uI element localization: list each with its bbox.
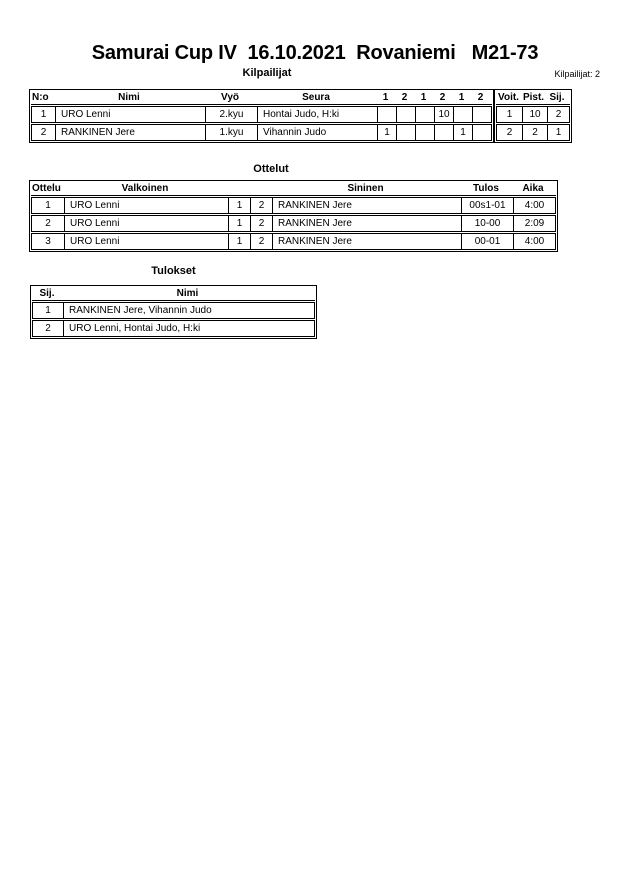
result-name: RANKINEN Jere, Vihannin Judo bbox=[63, 303, 314, 318]
result-place: 2 bbox=[45, 323, 51, 334]
col-header-name: Nimi bbox=[176, 288, 199, 299]
blue-number: 2 bbox=[250, 234, 272, 249]
competitors-table bbox=[29, 89, 572, 143]
competitors-main-table bbox=[29, 89, 494, 143]
col-header-round-4: 2 bbox=[439, 92, 446, 103]
col-header-round-3: 1 bbox=[420, 92, 427, 103]
match-row bbox=[31, 215, 556, 232]
competitors-heading: Kilpailijat bbox=[242, 67, 292, 79]
white-number: 1 bbox=[228, 216, 250, 231]
result-name: URO Lenni, Hontai Judo, H:ki bbox=[63, 321, 314, 336]
col-header-blue: Sininen bbox=[347, 183, 384, 194]
competitor-number: 1 bbox=[40, 109, 47, 120]
col-header-belt: Vyö bbox=[221, 92, 239, 103]
score-cell bbox=[415, 107, 434, 122]
col-header-time: Aika bbox=[522, 183, 544, 194]
blue-competitor: RANKINEN Jere bbox=[272, 216, 461, 231]
match-number: 2 bbox=[45, 218, 51, 229]
match-time: 2:09 bbox=[513, 216, 555, 231]
competitor-row bbox=[31, 124, 492, 141]
match-result: 10-00 bbox=[461, 216, 513, 231]
results-header-row bbox=[32, 287, 315, 301]
match-result: 00-01 bbox=[461, 234, 513, 249]
competitor-belt: 1.kyu bbox=[205, 125, 257, 140]
standings-row bbox=[496, 124, 570, 141]
col-header-spacer-1 bbox=[227, 182, 249, 195]
score-cell: 1 bbox=[453, 125, 472, 140]
matches-header-row bbox=[31, 182, 556, 196]
col-header-result: Tulos bbox=[473, 183, 499, 194]
results-table bbox=[30, 285, 317, 339]
col-header-name: Nimi bbox=[118, 92, 140, 103]
result-row bbox=[32, 320, 315, 337]
match-number: 3 bbox=[45, 236, 51, 247]
score-cell bbox=[434, 125, 453, 140]
col-header-round-5: 1 bbox=[458, 92, 465, 103]
col-header-place: Sij. bbox=[39, 288, 55, 299]
place-cell: 1 bbox=[547, 125, 569, 140]
score-cell bbox=[415, 125, 434, 140]
competitor-club: Vihannin Judo bbox=[257, 125, 377, 140]
score-cell: 10 bbox=[434, 107, 453, 122]
match-row bbox=[31, 233, 556, 250]
competitor-belt: 2.kyu bbox=[205, 107, 257, 122]
col-header-match: Ottelu bbox=[32, 183, 61, 194]
competitor-name: URO Lenni bbox=[55, 107, 205, 122]
score-cell bbox=[396, 125, 415, 140]
col-header-points: Pist. bbox=[522, 92, 545, 103]
matches-table bbox=[29, 180, 558, 252]
white-competitor: URO Lenni bbox=[64, 198, 228, 213]
matches-heading: Ottelut bbox=[253, 163, 289, 175]
competitors-header-row bbox=[31, 91, 492, 105]
blue-number: 2 bbox=[250, 216, 272, 231]
match-result: 00s1-01 bbox=[461, 198, 513, 213]
col-header-round-2: 2 bbox=[401, 92, 408, 103]
match-row bbox=[31, 197, 556, 214]
white-competitor: URO Lenni bbox=[64, 216, 228, 231]
page-title: Samurai Cup IV 16.10.2021 Rovaniemi M21-73 bbox=[91, 42, 539, 64]
place-cell: 2 bbox=[547, 107, 569, 122]
white-number: 1 bbox=[228, 198, 250, 213]
col-header-round-1: 1 bbox=[382, 92, 389, 103]
standings-row bbox=[496, 106, 570, 123]
competitor-name: RANKINEN Jere bbox=[55, 125, 205, 140]
points-cell: 2 bbox=[522, 125, 547, 140]
col-header-no: N:o bbox=[32, 92, 49, 103]
white-number: 1 bbox=[228, 234, 250, 249]
col-header-white: Valkoinen bbox=[121, 183, 169, 194]
blue-number: 2 bbox=[250, 198, 272, 213]
wins-cell: 1 bbox=[506, 109, 513, 120]
score-cell bbox=[472, 125, 491, 140]
score-cell bbox=[396, 107, 415, 122]
col-header-spacer-2 bbox=[249, 182, 271, 195]
result-row bbox=[32, 302, 315, 319]
blue-competitor: RANKINEN Jere bbox=[272, 234, 461, 249]
competitor-row bbox=[31, 106, 492, 123]
result-place: 1 bbox=[45, 305, 51, 316]
points-cell: 10 bbox=[522, 107, 547, 122]
standings-header-row bbox=[496, 91, 570, 105]
competitors-count-label: Kilpailijat: 2 bbox=[554, 69, 600, 79]
competitor-number: 2 bbox=[40, 127, 47, 138]
score-cell: 1 bbox=[377, 125, 396, 140]
col-header-place: Sij. bbox=[549, 92, 565, 103]
col-header-wins: Voit. bbox=[498, 92, 519, 103]
white-competitor: URO Lenni bbox=[64, 234, 228, 249]
col-header-club: Seura bbox=[302, 92, 330, 103]
competitor-club: Hontai Judo, H:ki bbox=[257, 107, 377, 122]
results-heading: Tulokset bbox=[151, 265, 196, 277]
score-cell bbox=[472, 107, 491, 122]
col-header-round-6: 2 bbox=[477, 92, 484, 103]
score-cell bbox=[377, 107, 396, 122]
competitors-standings-table bbox=[494, 89, 572, 143]
score-cell bbox=[453, 107, 472, 122]
match-number: 1 bbox=[45, 200, 51, 211]
wins-cell: 2 bbox=[506, 127, 513, 138]
blue-competitor: RANKINEN Jere bbox=[272, 198, 461, 213]
match-time: 4:00 bbox=[513, 234, 555, 249]
match-time: 4:00 bbox=[513, 198, 555, 213]
